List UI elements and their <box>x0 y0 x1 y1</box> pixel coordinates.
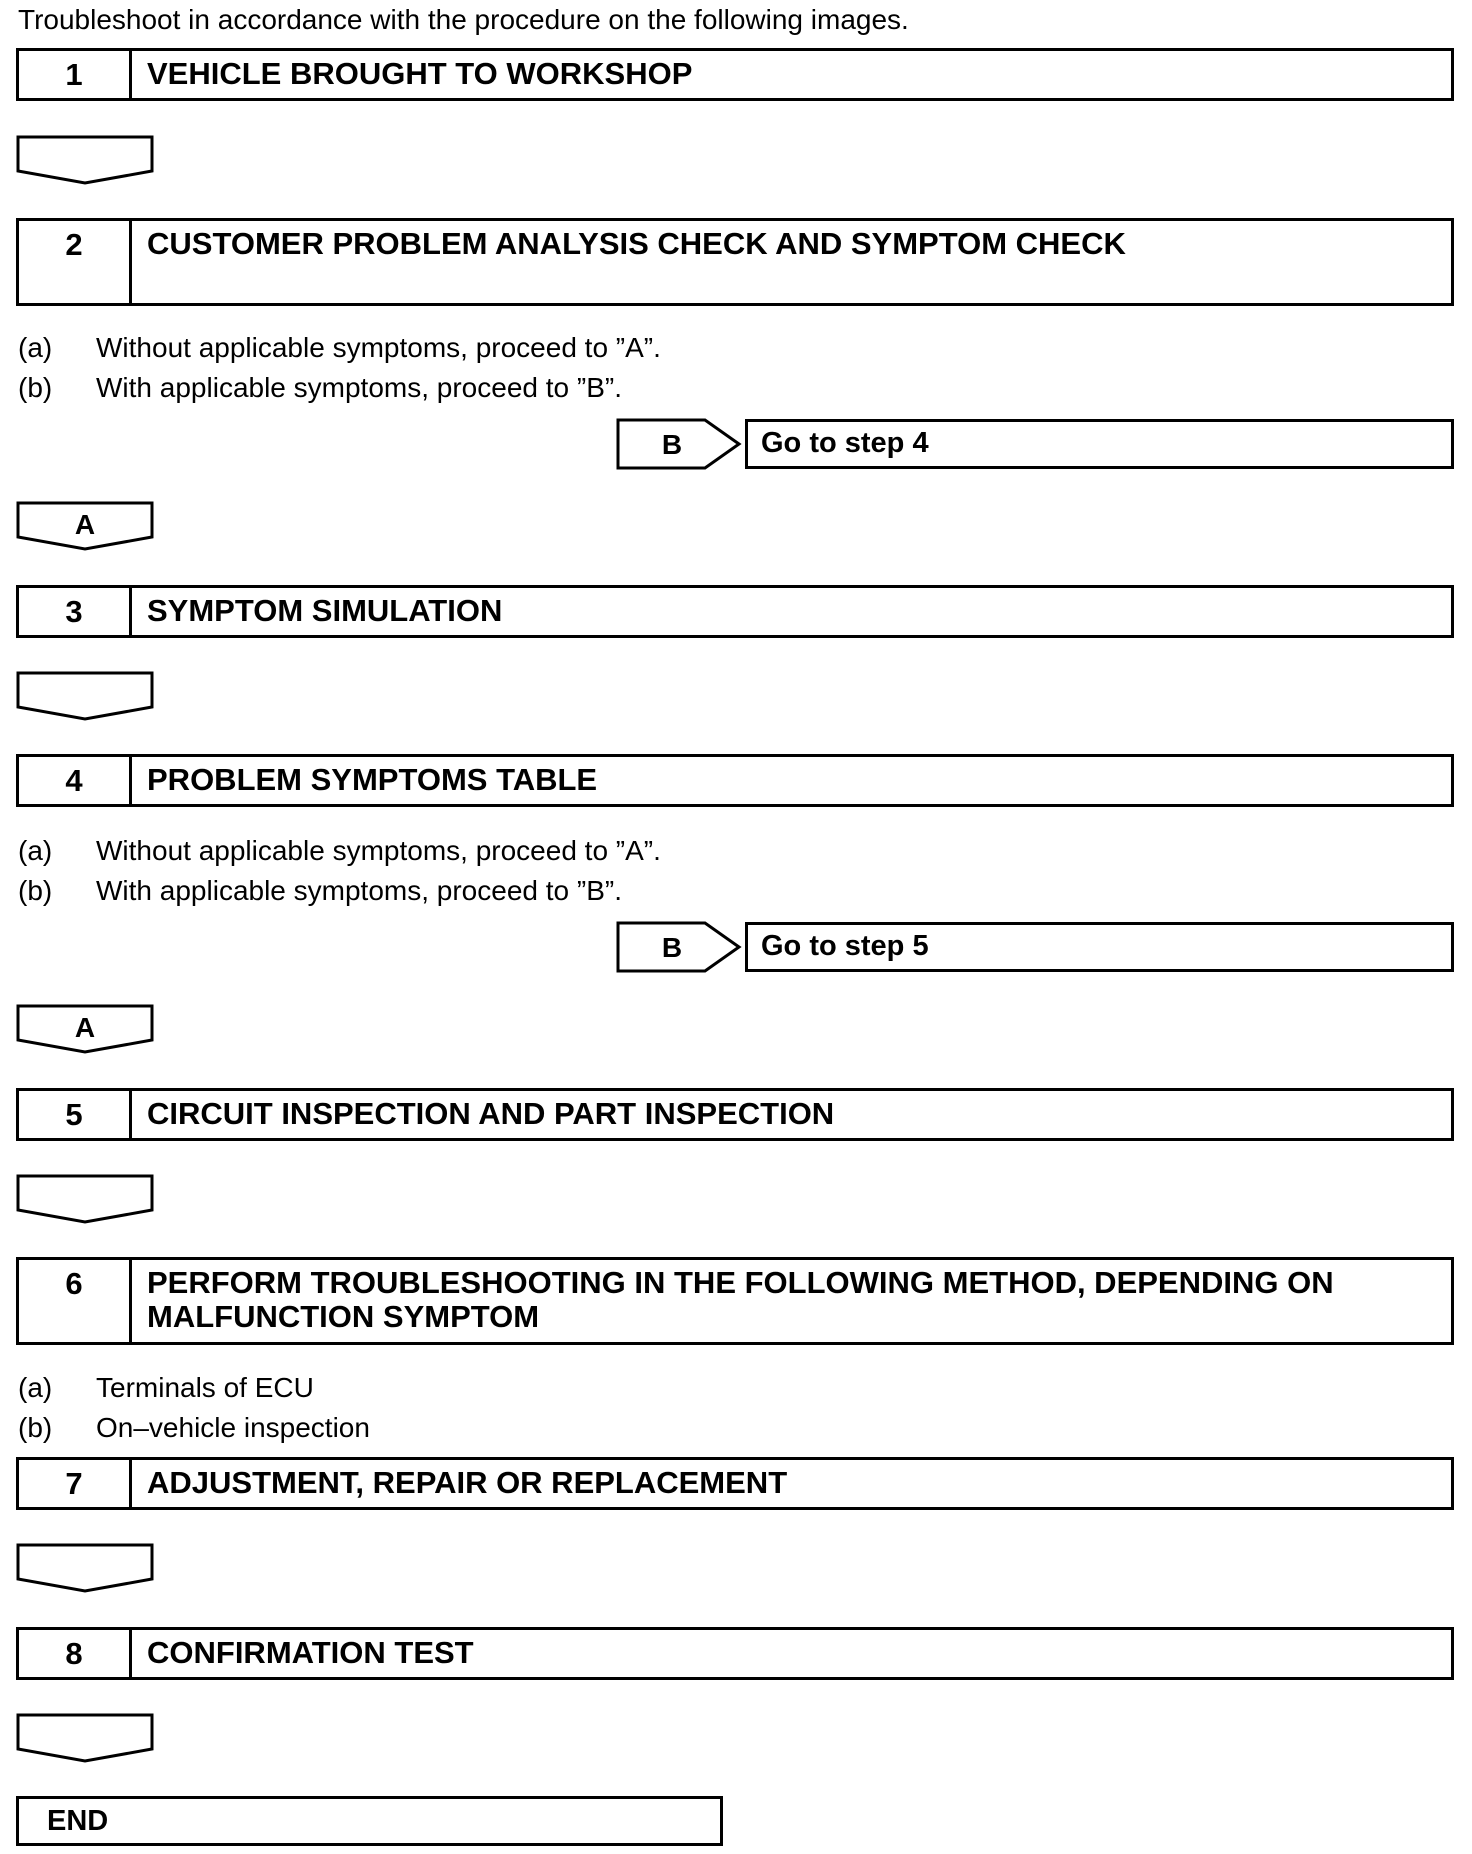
step-number: 5 <box>19 1091 132 1138</box>
branch-label: B <box>661 932 683 963</box>
step-title: ADJUSTMENT, REPAIR OR REPLACEMENT <box>147 1465 788 1500</box>
item-text: With applicable symptoms, proceed to ”B”. <box>96 372 622 403</box>
step-number: 7 <box>19 1460 132 1507</box>
flow-arrow-a-icon <box>15 1003 155 1055</box>
step-title: CUSTOMER PROBLEM ANALYSIS CHECK AND SYMPTOM CHECK <box>147 226 1126 261</box>
step-title: VEHICLE BROUGHT TO WORKSHOP <box>147 56 693 91</box>
item-label: (b) <box>18 1412 53 1443</box>
goto-step-4-box: Go to step 4 <box>745 419 1454 469</box>
step-title: PERFORM TROUBLESHOOTING IN THE FOLLOWING METHOD, DEPENDING ON MALFUNCTION SYMPTOM <box>147 1265 1334 1334</box>
arrow-label: A <box>74 509 96 540</box>
item-label: (b) <box>18 875 53 906</box>
step-number: 6 <box>19 1260 132 1342</box>
step-number: 4 <box>19 757 132 804</box>
step-5-box <box>16 1088 1454 1141</box>
item-text: Terminals of ECU <box>96 1372 314 1403</box>
item-label: (b) <box>18 372 53 403</box>
step-number: 8 <box>19 1630 132 1677</box>
flow-arrow-a-icon <box>15 500 155 552</box>
step-title: CIRCUIT INSPECTION AND PART INSPECTION <box>147 1096 835 1131</box>
step-8-box <box>16 1627 1454 1680</box>
step-7-box <box>16 1457 1454 1510</box>
step-title: SYMPTOM SIMULATION <box>147 593 503 628</box>
step-1-box <box>16 48 1454 101</box>
step-2-box <box>16 218 1454 306</box>
goto-step-5-box: Go to step 5 <box>745 922 1454 972</box>
item-text: With applicable symptoms, proceed to ”B”. <box>96 875 622 906</box>
step-number: 1 <box>19 51 132 98</box>
flow-arrow-icon <box>15 1712 155 1764</box>
item-label: (a) <box>18 835 53 866</box>
step-3-box <box>16 585 1454 638</box>
end-box: END <box>16 1796 723 1846</box>
step-number: 3 <box>19 588 132 635</box>
item-text: Without applicable symptoms, proceed to ”A”. <box>96 332 661 363</box>
step-title: CONFIRMATION TEST <box>147 1635 474 1670</box>
item-text: Without applicable symptoms, proceed to ”A”. <box>96 835 661 866</box>
intro-text: Troubleshoot in accordance with the procedure on the following images. <box>18 4 909 35</box>
item-label: (a) <box>18 332 53 363</box>
item-label: (a) <box>18 1372 53 1403</box>
flow-arrow-icon <box>15 670 155 722</box>
step-4-box <box>16 754 1454 807</box>
item-text: On–vehicle inspection <box>96 1412 370 1443</box>
branch-b-arrow-icon <box>615 417 745 471</box>
step-title: PROBLEM SYMPTOMS TABLE <box>147 762 598 797</box>
step-number: 2 <box>19 221 132 303</box>
branch-b-arrow-icon <box>615 920 745 974</box>
step-6-box <box>16 1257 1454 1345</box>
arrow-label: A <box>74 1012 96 1043</box>
flow-arrow-icon <box>15 1542 155 1594</box>
branch-label: B <box>661 429 683 460</box>
flow-arrow-icon <box>15 134 155 186</box>
flow-arrow-icon <box>15 1173 155 1225</box>
